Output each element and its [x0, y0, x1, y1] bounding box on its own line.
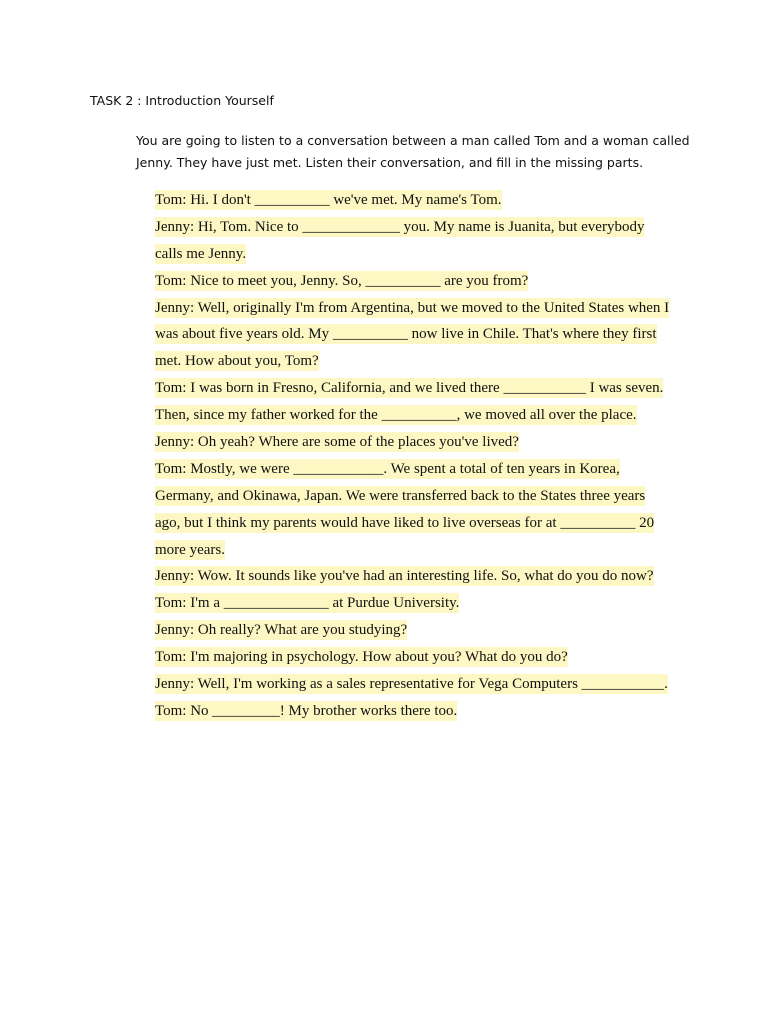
dialogue-line — [155, 510, 715, 537]
dialogue-line — [155, 429, 715, 456]
dialogue-text: Jenny: Hi, Tom. Nice to _____________ you. My name is Juanita, but everybody — [155, 218, 645, 235]
dialogue-line — [155, 483, 715, 510]
dialogue-text: ago, but I think my parents would have liked to live overseas for at __________ 20 — [155, 514, 655, 531]
dialogue-text: Then, since my father worked for the __________, we moved all over the place. — [155, 407, 637, 424]
dialogue-text: met. How about you, Tom? — [155, 353, 319, 370]
dialogue-line — [155, 295, 715, 322]
dialogue-line — [155, 187, 715, 214]
dialogue-text: Jenny: Oh yeah? Where are some of the places you've lived? — [155, 434, 519, 451]
dialogue-line — [155, 348, 715, 375]
dialogue-line — [155, 321, 715, 348]
dialogue-line — [155, 671, 715, 698]
dialogue-text: Jenny: Oh really? What are you studying? — [155, 622, 408, 639]
dialogue-text: Jenny: Well, I'm working as a sales representative for Vega Computers ___________. — [155, 676, 668, 693]
dialogue-line — [155, 456, 715, 483]
dialogue-line — [155, 402, 715, 429]
dialogue-text: more years. — [155, 541, 225, 558]
dialogue-line — [155, 644, 715, 671]
dialogue-text: Germany, and Okinawa, Japan. We were transferred back to the States three years — [155, 487, 646, 504]
dialogue-text: Tom: I was born in Fresno, California, and we lived there ___________ I was seven. — [155, 380, 664, 397]
dialogue-line — [155, 214, 715, 241]
dialogue-text: Tom: No _________! My brother works there too. — [155, 702, 458, 719]
dialogue-text: was about five years old. My __________ now live in Chile. That's where they first — [155, 326, 657, 343]
instruction-line: Jenny. They have just met. Listen their conversation, and fill in the missing parts. — [136, 155, 644, 170]
dialogue-text: Tom: I'm majoring in psychology. How about you? What do you do? — [155, 649, 568, 666]
dialogue-line — [155, 563, 715, 590]
dialogue-transcript — [155, 187, 715, 725]
instruction-line: You are going to listen to a conversation between a man called Tom and a woman called — [136, 133, 690, 148]
dialogue-text: Tom: Hi. I don't __________ we've met. My name's Tom. — [155, 192, 502, 208]
dialogue-text: Jenny: Wow. It sounds like you've had an interesting life. So, what do you do now? — [155, 568, 654, 585]
dialogue-text: Jenny: Well, originally I'm from Argentina, but we moved to the United States when I — [155, 299, 670, 316]
dialogue-line — [155, 375, 715, 402]
dialogue-line — [155, 698, 715, 725]
dialogue-line — [155, 617, 715, 644]
dialogue-text: calls me Jenny. — [155, 245, 247, 262]
task-title: TASK 2 : Introduction Yourself — [90, 93, 274, 108]
dialogue-text: Tom: I'm a ______________ at Purdue University. — [155, 595, 460, 612]
dialogue-line — [155, 537, 715, 564]
dialogue-line — [155, 268, 715, 295]
instructions-paragraph — [136, 130, 696, 174]
dialogue-line — [155, 241, 715, 268]
dialogue-line — [155, 590, 715, 617]
dialogue-text: Tom: Nice to meet you, Jenny. So, __________ are you from? — [155, 272, 529, 289]
dialogue-text: Tom: Mostly, we were ____________. We spent a total of ten years in Korea, — [155, 460, 620, 477]
